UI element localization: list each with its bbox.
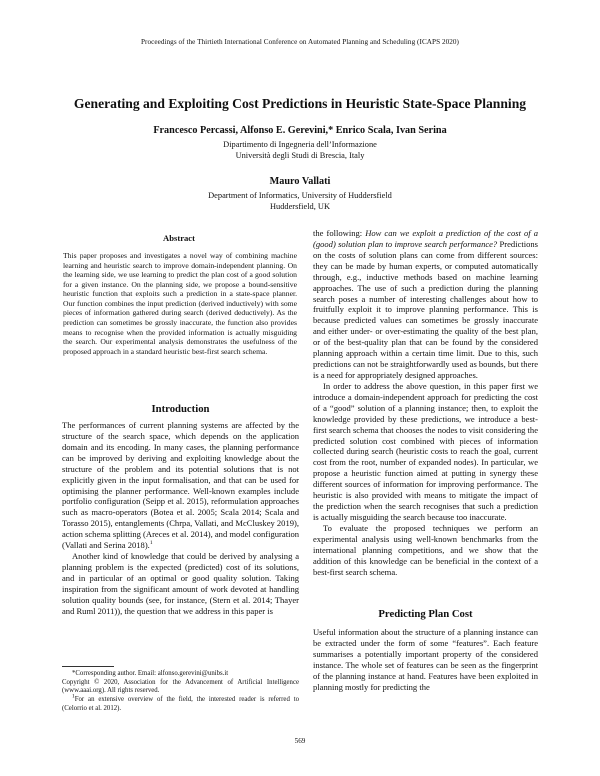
footnote-1-text: For an extensive overview of the field, the interested reader is referred to (Celorrio et al. 2012). (62, 696, 299, 712)
body-paragraph: Useful information about the structure of a planning instance can be extracted under the form of some “features”. Each feature summarises a potentially important property of the considered instance. The whole set of features can be seen as the fingerprint of the planning instance at hand. Features have been exploited in planning mostly for predicting the (313, 627, 538, 692)
author-list: Francesco Percassi, Alfonso E. Gerevini,* Enrico Scala, Ivan Serina (153, 125, 447, 136)
footnote-divider (62, 666, 114, 667)
proceedings-header: Proceedings of the Thirtieth International Conference on Automated Planning and Scheduling (ICAPS 2020) (140, 38, 459, 46)
affiliation-line: Huddersfield, UK (269, 202, 330, 211)
footnote-1 (62, 693, 299, 713)
intro-paragraph (62, 420, 299, 551)
section-heading-introduction: Introduction (151, 403, 210, 415)
abstract-body (63, 251, 297, 356)
affiliation-line: Department of Informatics, University of Huddersfield (208, 191, 392, 200)
footnote-marker: 1 (72, 693, 75, 700)
body-paragraph (313, 228, 538, 381)
section-heading-predicting-plan-cost: Predicting Plan Cost (378, 608, 473, 620)
footnote-marker: 1 (149, 540, 153, 547)
right-column (313, 228, 538, 578)
author-second: Mauro Vallati (269, 176, 331, 187)
intro-paragraph-text: The performances of current planning systems are affected by the structure of the search space, which depends on the application domain and its encoding. In many cases, the planning performance can be improved by deriving and exploiting knowledge about the structure of the problem and its potential solutions that is not explicitly given in the input formalisation, and that can be used for optimising the planner performance. Well-known examples include portfolio configuration (Seipp et al. 2015), reformulation approaches such as macro-operators (Botea et al. 2005; Scala 2014; Scala and Torasso 2015), entanglements (Chrpa, Vallati, and McCluskey 2019), action schema splitting (Areces et al. 2014), and model configuration (Vallati and Serina 2018). (62, 420, 299, 551)
footnotes (62, 670, 299, 714)
text-run: Predictions on the costs of solution plans can come from different sources: they can be made by human experts, or computed automatically through, e.g., inductive methods based on machine learning approaches. The use of such a prediction during the planning search poses a number of interesting challenges about how to fruitfully exploit it to improve planning performance. This is because predicted values can sometimes be grossly inaccurate and either under- or over-estimating the quality of the best plan, or of the best-quality plan that can be found by the considered planning approach within a certain time limit. Due to this, such predictions can not be straightforwardly used as bounds, but there is a need for appropriately designed approaches. (313, 238, 539, 380)
abstract-text: This paper proposes and investigates a novel way of combining machine learning and heuristic search to improve domain-independent planning. On the learning side, we use learning to predict the plan cost of a good solution for a given instance. On the planning side, we propose a bound-sensitive heuristic function that exploits such a prediction in a state-space planner. Our function combines the input prediction (derived inductively) with some pieces of information gathered during search (derived deductively). As the prediction can sometimes be grossly inaccurate, the function also provides means to recognise when the provided information is actually misguiding the search. Our experimental analysis demonstrates the usefulness of the proposed approach in a standard heuristic best-first search schema. (63, 251, 297, 356)
body-paragraph: In order to address the above question, in this paper first we introduce a domain-independent approach for predicting the cost of a “good” solution of a planning instance; then, to exploit the knowledge provided by these predictions, we introduce a best-first search schema that chooses the nodes to visit considering the predicted solution cost combined with pieces of information collected during search (heuristic costs to reach the goal, current cost from the root, number of expanded nodes). In particular, we propose a heuristic function aimed at putting in synergy these different sources of information for improving performance. The heuristic is also provided with means to mitigate the impact of the prediction when the search recognises that such a prediction is actually misguiding the search because too inaccurate. (313, 380, 538, 522)
affiliation-line: Dipartimento di Ingegneria dell’Informazione (223, 140, 377, 149)
text-run: the following: (313, 228, 366, 238)
research-question: How can we exploit a prediction of the cost of a (good) solution plan to improve search performance? (313, 228, 538, 249)
intro-paragraph: Another kind of knowledge that could be derived by analysing a planning problem is the expected (predicted) cost of its solutions, and in particular of an optimal or good quality solution. Taking inspiration from the significant amount of work devoted at handling solution quality bounds (see, for instance, (Stern et al. 2014; Thayer and Ruml 2011)), the question that we address in this paper is (62, 551, 299, 616)
copyright-notice: Copyright © 2020, Association for the Advancement of Artificial Intelligence (www.aaai.org). All rights reserved. (62, 678, 299, 695)
footnote-corresponding: *Corresponding author. Email: alfonso.gerevini@unibs.it (72, 670, 229, 677)
intro-column (62, 420, 299, 617)
affiliation-line: Università degli Studi di Brescia, Italy (235, 151, 365, 160)
paper-title: Generating and Exploiting Cost Predictions in Heuristic State-Space Planning (73, 96, 527, 111)
body-paragraph: To evaluate the proposed techniques we perform an experimental analysis using well-known benchmarks from the international planning competitions, and we show that the addition of this knowledge can be beneficial in the context of a best-first search schema. (313, 522, 538, 577)
abstract-heading: Abstract (163, 233, 195, 243)
page-number: 569 (294, 737, 306, 745)
right-column-lower (313, 627, 538, 693)
